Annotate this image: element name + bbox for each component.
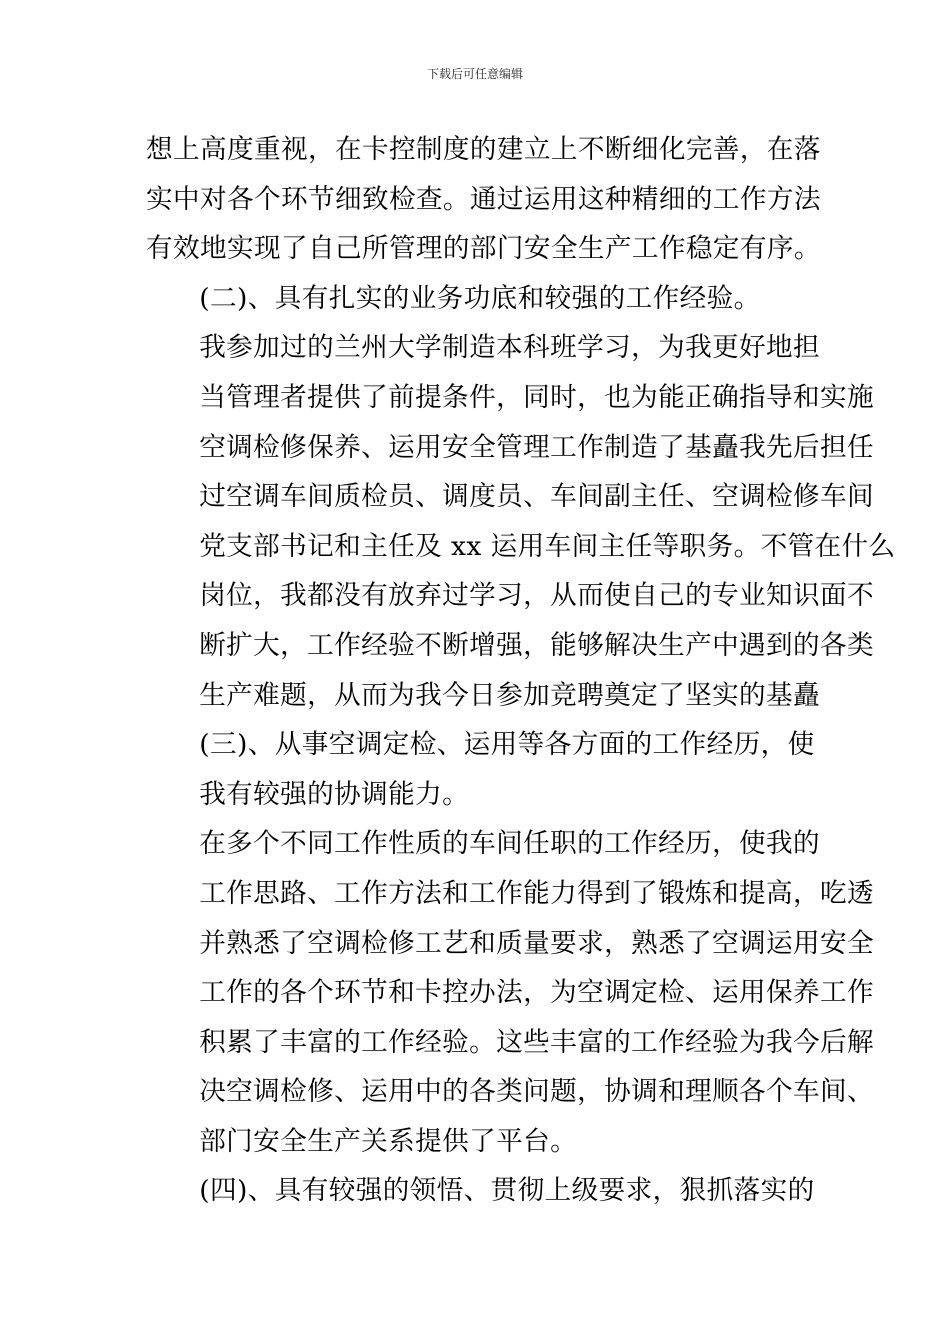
text-line: 党支部书记和主任及 xx 运用车间主任等职务。不管在什么 xyxy=(199,530,896,562)
page-header: 下载后可任意编辑 xyxy=(426,67,523,81)
text-line: (二)、具有扎实的业务功底和较强的工作经验。 xyxy=(199,282,761,314)
text-line: 岗位，我都没有放弃过学习，从而使自己的专业知识面不 xyxy=(199,580,875,612)
text-line: 在多个不同工作性质的车间任职的工作经历，使我的 xyxy=(199,828,821,860)
document-body xyxy=(146,125,896,1216)
text-line: 当管理者提供了前提条件，同时，也为能正确指导和实施 xyxy=(199,381,875,413)
text-line: 过空调车间质检员、调度员、车间副主任、空调检修车间 xyxy=(199,481,875,513)
text-line: 我有较强的协调能力。 xyxy=(199,778,470,810)
text-line: 生产难题，从而为我今日参加竞聘奠定了坚实的基矗 xyxy=(199,679,821,711)
text-line: 工作的各个环节和卡控办法，为空调定检、运用保养工作 xyxy=(199,977,875,1009)
text-line: 决空调检修、运用中的各类问题，协调和理顺各个车间、 xyxy=(199,1076,875,1108)
text-line: (三)、从事空调定检、运用等各方面的工作经历，使 xyxy=(199,729,815,761)
text-line: 工作思路、工作方法和工作能力得到了锻炼和提高，吃透 xyxy=(199,877,875,909)
text-line: 有效地实现了自己所管理的部门安全生产工作稳定有序。 xyxy=(146,233,821,265)
text-line: 想上高度重视，在卡控制度的建立上不断细化完善，在落 xyxy=(146,134,821,165)
text-line: (四)、具有较强的领悟、贯彻上级要求，狠抓落实的 xyxy=(199,1175,815,1207)
text-line: 实中对各个环节细致检查。通过运用这种精细的工作方法 xyxy=(146,183,821,215)
text-line: 并熟悉了空调检修工艺和质量要求，熟悉了空调运用安全 xyxy=(199,927,875,959)
paragraph-4-heading xyxy=(146,720,815,819)
paragraph-1 xyxy=(146,125,821,274)
paragraph-6-heading xyxy=(146,1166,815,1216)
text-line: 部门安全生产关系提供了平台。 xyxy=(199,1125,578,1157)
text-line: 空调检修保养、运用安全管理工作制造了基矗我先后担任 xyxy=(199,431,875,463)
paragraph-5 xyxy=(146,819,875,1166)
paragraph-3 xyxy=(146,323,896,720)
paragraph-2-heading xyxy=(146,274,810,324)
text-line: 积累了丰富的工作经验。这些丰富的工作经验为我今后解 xyxy=(199,1026,875,1058)
text-line: 我参加过的兰州大学制造本科班学习，为我更好地担 xyxy=(199,332,821,364)
text-line: 断扩大，工作经验不断增强，能够解决生产中遇到的各类 xyxy=(199,629,875,661)
